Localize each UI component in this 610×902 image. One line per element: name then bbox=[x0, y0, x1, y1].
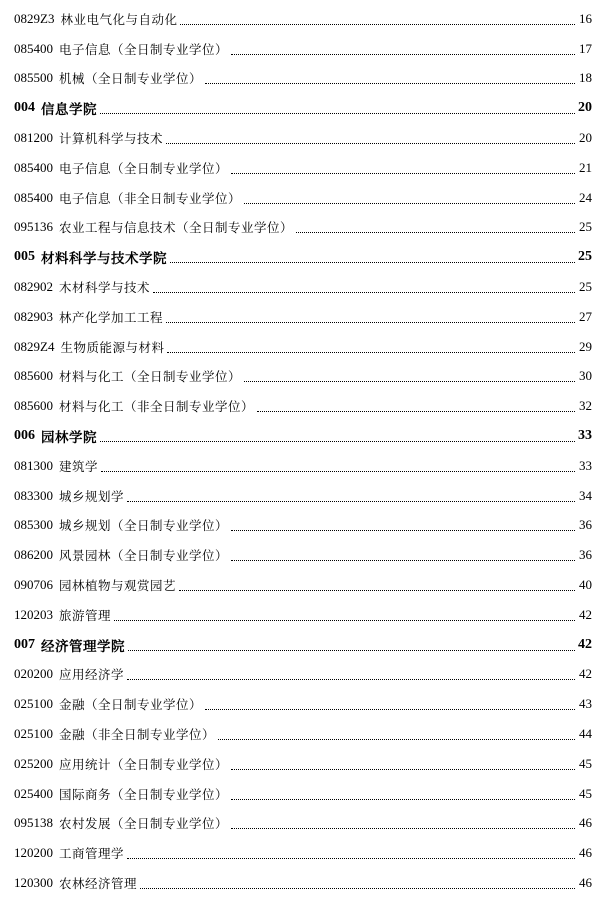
dot-leader bbox=[100, 440, 575, 442]
dot-leader bbox=[100, 112, 575, 114]
toc-entry-title: 园林植物与观赏园艺 bbox=[59, 578, 177, 594]
toc-entry-title: 信息学院 bbox=[41, 102, 97, 119]
toc-section-heading[interactable] bbox=[0, 630, 610, 660]
toc-entry-page-number: 40 bbox=[579, 577, 592, 593]
toc-entry-code: 085400 bbox=[14, 159, 53, 175]
toc-entry-code: 020200 bbox=[14, 666, 53, 682]
toc-entry-code: 081200 bbox=[14, 130, 53, 146]
dot-leader bbox=[244, 380, 575, 382]
toc-entry-code: 085600 bbox=[14, 398, 53, 414]
toc-entry-code: 085600 bbox=[14, 368, 53, 384]
dot-leader bbox=[205, 708, 575, 710]
toc-entry-title: 农村发展（全日制专业学位） bbox=[59, 816, 229, 832]
dot-leader bbox=[101, 470, 575, 472]
toc-entry-page-number: 43 bbox=[579, 696, 592, 712]
toc-entry-page-number: 21 bbox=[579, 159, 592, 175]
dot-leader bbox=[231, 172, 575, 174]
toc-entry-code: 081300 bbox=[14, 457, 53, 473]
toc-entry-code: 005 bbox=[14, 249, 35, 265]
toc-entry-code: 025100 bbox=[14, 726, 53, 742]
toc-entry[interactable] bbox=[0, 719, 610, 749]
toc-entry-code: 082903 bbox=[14, 308, 53, 324]
toc-entry-code: 090706 bbox=[14, 577, 53, 593]
toc-entry-title: 金融（非全日制专业学位） bbox=[59, 727, 216, 743]
toc-entry-title: 农业工程与信息技术（全日制专业学位） bbox=[59, 220, 294, 236]
toc-entry-title: 机械（全日制专业学位） bbox=[59, 71, 203, 87]
toc-entry-page-number: 45 bbox=[579, 755, 592, 771]
dot-leader bbox=[170, 261, 575, 263]
toc-entry-code: 085400 bbox=[14, 189, 53, 205]
toc-entry-code: 120200 bbox=[14, 845, 53, 861]
toc-entry-title: 旅游管理 bbox=[59, 607, 112, 623]
toc-entry-code: 095136 bbox=[14, 219, 53, 235]
toc-entry-title: 电子信息（全日制专业学位） bbox=[59, 160, 229, 176]
toc-entry-title: 风景园林（全日制专业学位） bbox=[59, 548, 229, 564]
toc-entry[interactable] bbox=[0, 34, 610, 64]
dot-leader bbox=[166, 321, 575, 323]
dot-leader bbox=[127, 857, 575, 859]
toc-entry-page-number: 30 bbox=[579, 368, 592, 384]
toc-entry-code: 085500 bbox=[14, 70, 53, 86]
dot-leader bbox=[231, 529, 575, 531]
toc-entry-page-number: 24 bbox=[579, 189, 592, 205]
toc-entry-code: 025100 bbox=[14, 696, 53, 712]
toc-entry-page-number: 18 bbox=[579, 70, 592, 86]
toc-entry-page-number: 45 bbox=[579, 785, 592, 801]
toc-entry-page-number: 16 bbox=[579, 10, 592, 26]
toc-entry-title: 材料与化工（全日制专业学位） bbox=[59, 369, 242, 385]
toc-entry-page-number: 46 bbox=[579, 815, 592, 831]
toc-entry-page-number: 25 bbox=[579, 279, 592, 295]
toc-entry-code: 120300 bbox=[14, 875, 53, 890]
toc-entry-title: 国际商务（全日制专业学位） bbox=[59, 786, 229, 802]
dot-leader bbox=[244, 202, 575, 204]
toc-entry[interactable] bbox=[0, 123, 610, 153]
toc-entry-page-number: 46 bbox=[579, 845, 592, 861]
toc-entry-title: 木材科学与技术 bbox=[59, 280, 151, 296]
toc-entry-title: 材料科学与技术学院 bbox=[41, 251, 167, 268]
toc-entry-title: 建筑学 bbox=[59, 458, 99, 474]
toc-entry-page-number: 36 bbox=[579, 547, 592, 563]
dot-leader bbox=[167, 351, 575, 353]
dot-leader bbox=[231, 53, 575, 55]
toc-entry[interactable] bbox=[0, 570, 610, 600]
toc-entry[interactable] bbox=[0, 809, 610, 839]
toc-entry[interactable] bbox=[0, 689, 610, 719]
toc-entry-title: 园林学院 bbox=[41, 430, 97, 447]
toc-entry-page-number: 33 bbox=[579, 457, 592, 473]
toc-entry-code: 085300 bbox=[14, 517, 53, 533]
toc-entry[interactable] bbox=[0, 4, 610, 34]
dot-leader bbox=[166, 142, 575, 144]
toc-entry-code: 086200 bbox=[14, 547, 53, 563]
toc-entry-title: 金融（全日制专业学位） bbox=[59, 697, 203, 713]
dot-leader bbox=[231, 768, 575, 770]
toc-entry-title: 应用经济学 bbox=[59, 667, 125, 683]
toc-entry-page-number: 36 bbox=[579, 517, 592, 533]
toc-entry-code: 085400 bbox=[14, 40, 53, 56]
toc-section-heading[interactable] bbox=[0, 93, 610, 123]
toc-entry[interactable] bbox=[0, 272, 610, 302]
dot-leader bbox=[127, 678, 575, 680]
toc-entry[interactable] bbox=[0, 481, 610, 511]
dot-leader bbox=[114, 619, 575, 621]
toc-entry-page-number: 25 bbox=[579, 219, 592, 235]
toc-entry[interactable] bbox=[0, 868, 610, 898]
toc-section-heading[interactable] bbox=[0, 242, 610, 272]
dot-leader bbox=[140, 887, 575, 889]
toc-section-heading[interactable] bbox=[0, 421, 610, 451]
toc-entry[interactable] bbox=[0, 600, 610, 630]
toc-entry[interactable] bbox=[0, 660, 610, 690]
toc-entry[interactable] bbox=[0, 511, 610, 541]
dot-leader bbox=[179, 589, 575, 591]
toc-entry-code: 006 bbox=[14, 428, 35, 444]
dot-leader bbox=[218, 738, 575, 740]
dot-leader bbox=[127, 500, 575, 502]
toc-entry-page-number: 25 bbox=[578, 249, 592, 265]
toc-entry-title: 应用统计（全日制专业学位） bbox=[59, 756, 229, 772]
toc-entry-title: 材料与化工（非全日制专业学位） bbox=[59, 399, 255, 415]
toc-entry[interactable] bbox=[0, 540, 610, 570]
toc-entry-code: 004 bbox=[14, 100, 35, 116]
toc-entry[interactable] bbox=[0, 302, 610, 332]
dot-leader bbox=[231, 827, 575, 829]
toc-entry[interactable] bbox=[0, 838, 610, 868]
toc-entry-page-number: 32 bbox=[579, 398, 592, 414]
dot-leader bbox=[231, 798, 575, 800]
dot-leader bbox=[257, 410, 575, 412]
toc-entry-page-number: 42 bbox=[579, 606, 592, 622]
dot-leader bbox=[296, 231, 575, 233]
toc-entry-title: 城乡规划（全日制专业学位） bbox=[59, 518, 229, 534]
toc-entry-title: 经济管理学院 bbox=[41, 638, 125, 655]
dot-leader bbox=[128, 649, 575, 651]
toc-entry-page-number: 20 bbox=[579, 130, 592, 146]
toc-entry-code: 007 bbox=[14, 636, 35, 652]
toc-entry-code: 025200 bbox=[14, 755, 53, 771]
toc-entry[interactable] bbox=[0, 64, 610, 94]
toc-entry-page-number: 17 bbox=[579, 40, 592, 56]
toc-entry-title: 电子信息（全日制专业学位） bbox=[59, 41, 229, 57]
dot-leader bbox=[180, 23, 575, 25]
toc-entry[interactable] bbox=[0, 391, 610, 421]
toc-entry-code: 082902 bbox=[14, 279, 53, 295]
toc-entry[interactable] bbox=[0, 332, 610, 362]
toc-entry-code: 095138 bbox=[14, 815, 53, 831]
toc-entry[interactable] bbox=[0, 213, 610, 243]
toc-entry-page-number: 46 bbox=[579, 875, 592, 890]
toc-entry-title: 林业电气化与自动化 bbox=[60, 11, 178, 27]
toc-entry-page-number: 20 bbox=[578, 100, 592, 116]
toc-entry-code: 0829Z4 bbox=[14, 338, 55, 354]
toc-entry-page-number: 27 bbox=[579, 308, 592, 324]
toc-entry[interactable] bbox=[0, 779, 610, 809]
toc-entry-title: 计算机科学与技术 bbox=[59, 131, 164, 147]
toc-entry[interactable] bbox=[0, 749, 610, 779]
toc-entry-page-number: 33 bbox=[578, 428, 592, 444]
toc-entry-title: 城乡规划学 bbox=[59, 488, 125, 504]
toc-entry-page-number: 29 bbox=[579, 338, 592, 354]
toc-entry[interactable] bbox=[0, 451, 610, 481]
toc-entry[interactable] bbox=[0, 153, 610, 183]
toc-entry-code: 0829Z3 bbox=[14, 10, 55, 26]
toc-entry-title: 电子信息（非全日制专业学位） bbox=[59, 190, 242, 206]
toc-entry-code: 120203 bbox=[14, 606, 53, 622]
toc-entry[interactable] bbox=[0, 362, 610, 392]
toc-entry-page-number: 44 bbox=[579, 726, 592, 742]
toc-entry-title: 农林经济管理 bbox=[59, 876, 138, 891]
dot-leader bbox=[153, 291, 575, 293]
toc-entry-page-number: 42 bbox=[578, 636, 592, 652]
toc-entry-title: 林产化学加工工程 bbox=[59, 309, 164, 325]
dot-leader bbox=[231, 559, 575, 561]
toc-entry-code: 025400 bbox=[14, 785, 53, 801]
toc-entry-title: 工商管理学 bbox=[59, 846, 125, 862]
toc-entry-title: 生物质能源与材料 bbox=[60, 339, 165, 355]
dot-leader bbox=[205, 82, 575, 84]
toc-entry[interactable] bbox=[0, 183, 610, 213]
toc-entry-code: 083300 bbox=[14, 487, 53, 503]
toc-entry-page-number: 42 bbox=[579, 666, 592, 682]
toc-entry-page-number: 34 bbox=[579, 487, 592, 503]
table-of-contents bbox=[0, 4, 610, 898]
